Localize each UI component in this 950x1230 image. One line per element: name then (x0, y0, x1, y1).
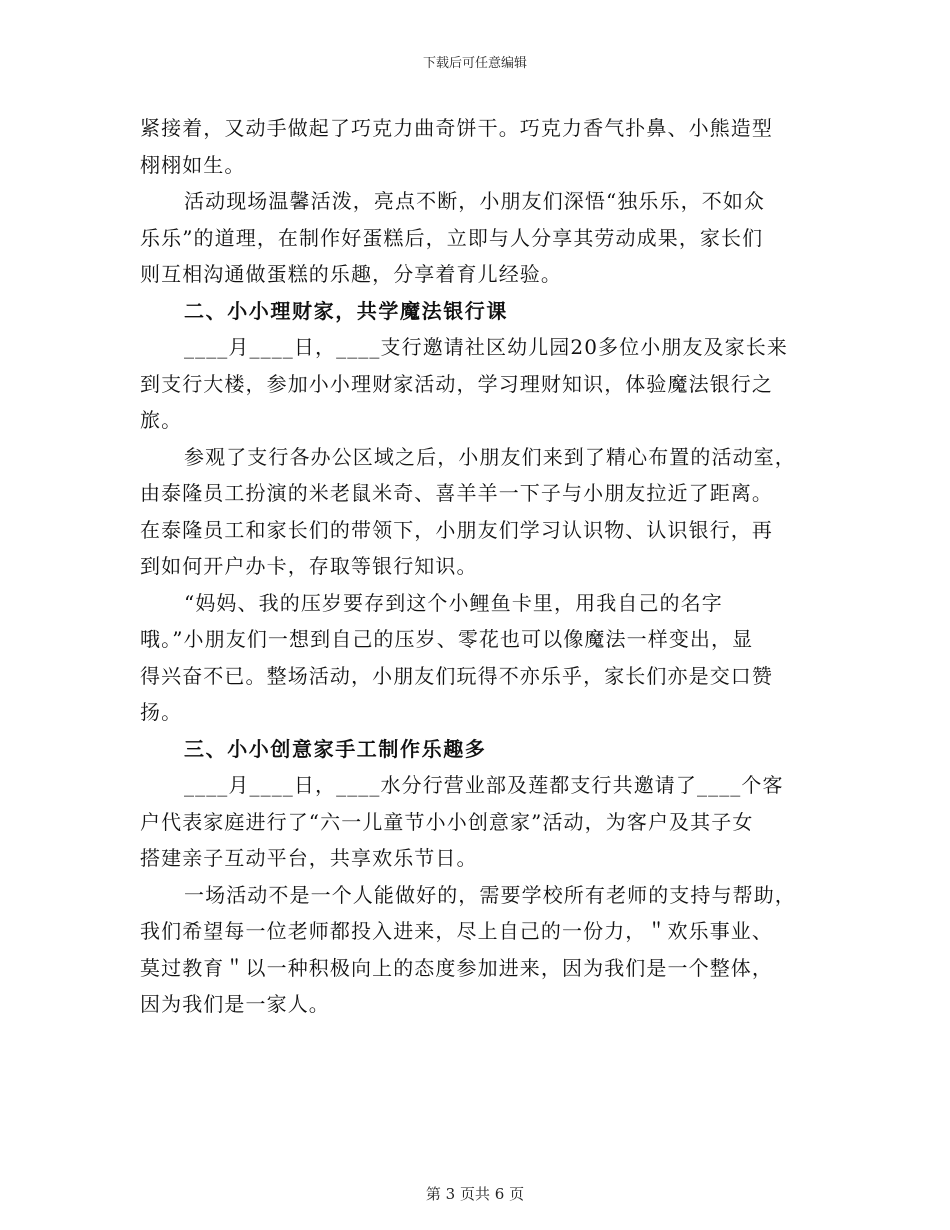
body-line: ____月____日，____支行邀请社区幼儿园20多位小朋友及家长来 (184, 335, 788, 359)
body-line: 乐乐”的道理，在制作好蛋糕后，立即与人分享其劳动成果，家长们 (140, 225, 764, 250)
body-line: 因为我们是一家人。 (140, 992, 330, 1016)
body-line: 栩栩如生。 (140, 152, 246, 177)
body-line: “妈妈、我的压岁要存到这个小鲤鱼卡里，用我自己的名字 (184, 590, 723, 615)
body-line: 紧接着，又动手做起了巧克力曲奇饼干。巧克力香气扑鼻、小熊造型 (140, 116, 773, 140)
section-heading-2: 二、小小理财家，共学魔法银行课 (184, 298, 508, 323)
body-line: 旅。 (140, 408, 183, 432)
body-line: 由泰隆员工扮演的米老鼠米奇、喜羊羊一下子与小朋友拉近了距离。 (140, 481, 773, 505)
body-line: 户代表家庭进行了“六一儿童节小小创意家”活动，为客户及其子女 (140, 809, 754, 834)
page-number: 第 3 页共 6 页 (425, 1185, 525, 1203)
body-line: 哦。”小朋友们一想到自己的压岁、零花也可以像魔法一样变出，显 (140, 627, 754, 651)
body-line: 得兴奋不已。整场活动，小朋友们玩得不亦乐乎，家长们亦是交口赞 (140, 663, 773, 688)
body-line: 搭建亲子互动平台，共享欢乐节日。 (140, 846, 478, 870)
body-line: 一场活动不是一个人能做好的，需要学校所有老师的支持与帮助， (184, 882, 796, 907)
document-body (140, 110, 808, 1023)
body-line: ____月____日，____水分行营业部及莲都支行共邀请了____个客 (184, 773, 784, 797)
body-line: 我们希望每一位老师都投入进来，尽上自己的一份力，＂欢乐事业、 (140, 919, 773, 943)
body-line: 到如何开户办卡，存取等银行知识。 (140, 554, 478, 578)
section-heading-3: 三、小小创意家手工制作乐趣多 (184, 736, 487, 761)
body-line: 则互相沟通做蛋糕的乐趣，分享着育儿经验。 (140, 262, 562, 286)
body-line: 在泰隆员工和家长们的带领下，小朋友们学习认识物、认识银行，再 (140, 517, 773, 542)
body-line: 扬。 (140, 700, 183, 724)
body-line: 参观了支行各办公区域之后，小朋友们来到了精心布置的活动室， (184, 444, 796, 469)
body-line: 活动现场温馨活泼，亮点不断，小朋友们深悟“独乐乐，不如众 (184, 189, 766, 213)
page-header-note: 下载后可任意编辑 (422, 56, 527, 71)
body-line: 莫过教育＂以一种积极向上的态度参加进来，因为我们是一个整体， (140, 955, 773, 980)
body-line: 到支行大楼，参加小小理财家活动，学习理财知识，体验魔法银行之 (140, 371, 773, 396)
